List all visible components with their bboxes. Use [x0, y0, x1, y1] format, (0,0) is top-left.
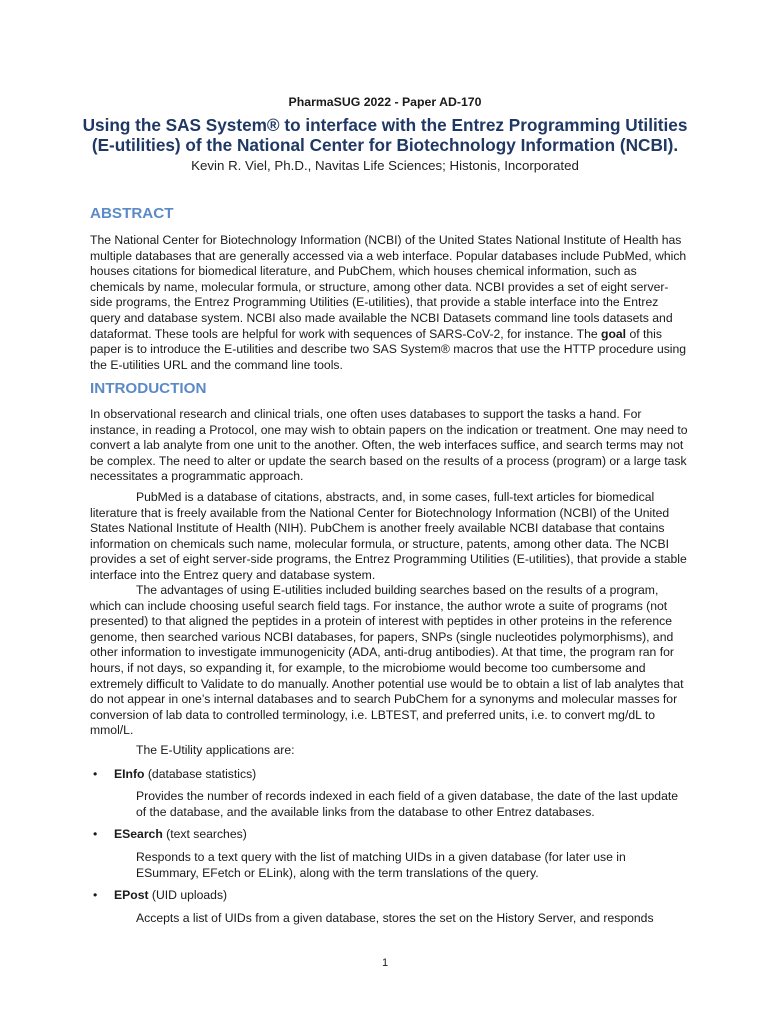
abstract-text-b: of this paper is to introduce the E-utilities and describe two SAS System® macros that use the HTTP procedure using the E-utilities URL and the command line tools. — [90, 326, 687, 372]
abstract-text-a: The National Center for Biotechnology Information (NCBI) of the United States National Institute of Health has multiple databases that are generally accessed via a web interface. Popular databases include PubMed, which houses citations for biomedical literature, and PubChem, which houses chemical information, such as chemicals by name, molecular formula, or structure, among other data. NCBI provides a set of eight server-side programs, the Entrez Programming Utilities (E-utilities), that provide a stable interface into the Entrez query and database system. NCBI also made available the NCBI Datasets command line tools datasets and dataformat. These tools are helpful for work with sequences of SARS-CoV-2, for instance. The — [90, 233, 687, 341]
intro-paragraph-3 — [90, 583, 690, 739]
utility-epost-name: EPost — [114, 888, 149, 902]
utility-esearch-name: ESearch — [114, 827, 163, 841]
utility-esearch — [114, 827, 247, 841]
intro-paragraph-1: In observational research and clinical trials, one often uses databases to support the tasks a hand. For instance, in reading a Protocol, one may wish to obtain papers on the indication or treatment. One may need to convert a lab analyte from one unit to the another. Often, the web interfaces suffice, and search terms may not be complex. The need to alter or update the search based on the results of a process (program) or a large task necessitates a programmatic approach. — [90, 407, 688, 484]
title-line-1: Using the SAS System® to interface with the Entrez Programming Utilities — [82, 115, 688, 135]
title-line-2: (E-utilities) of the National Center for Biotechnology Information (NCBI). — [91, 135, 679, 155]
abstract-heading: ABSTRACT — [90, 205, 174, 222]
utility-epost — [114, 888, 227, 902]
utility-epost-desc: Accepts a list of UIDs from a given database, stores the set on the History Server, and responds — [136, 911, 654, 925]
utility-einfo — [114, 767, 256, 781]
utility-einfo-type: (database statistics) — [144, 767, 257, 781]
bullet-esearch: • — [93, 827, 98, 841]
conference-header: PharmaSUG 2022 - Paper AD-170 — [288, 95, 482, 109]
intro-paragraph-3-text: The advantages of using E-utilities included building searches based on the results of a program, which can include choosing useful search field tags. For instance, the author wrote a suite of programs (not presented) to that aligned the peptides in a protein of interest with peptides in other proteins in the reference genome, then searched various NCBI databases, for papers, SNPs (single nucleotides polymorphisms), and other information to investigate immunogenicity (ADA, anti-drug antibodies). At that time, the program ran for hours, if not days, so expanding it, for example, to the microbiome would become too cumbersome and extremely difficult to Validate to do manually. Another potential use would be to obtain a list of lab analytes that do not appear in one’s internal databases and to search PubChem for a synonyms and molecular masses for conversion of lab data to controlled terminology, i.e. LBTEST, and preferred units, i.e. to convert mg/dL to mmol/L. — [90, 583, 684, 738]
intro-paragraph-4 — [90, 743, 690, 759]
introduction-heading: INTRODUCTION — [90, 380, 207, 397]
paper-title — [60, 115, 710, 155]
bullet-einfo: • — [93, 767, 98, 781]
utility-einfo-name: EInfo — [114, 767, 145, 781]
abstract-text — [90, 233, 690, 373]
intro-paragraph-2 — [90, 490, 690, 584]
utility-einfo-desc: Provides the number of records indexed in each field of a given database, the date of the last update of the database, and the available links from the database to other Entrez databases. — [136, 789, 679, 819]
utility-esearch-desc: Responds to a text query with the list of matching UIDs in a given database (for later use in ESummary, EFetch or ELink), along with the term translations of the query. — [136, 850, 626, 880]
abstract-goal-word: goal — [601, 326, 627, 341]
authors-line: Kevin R. Viel, Ph.D., Navitas Life Sciences; Histonis, Incorporated — [191, 158, 579, 173]
page-number: 1 — [381, 957, 389, 969]
intro-paragraph-2-text: PubMed is a database of citations, abstracts, and, in some cases, full-text articles for biomedical literature that is freely available from the National Center for Biotechnology Information (NCBI) of the United States National Institute of Health (NIH). PubChem is another freely available NCBI database that contains information on chemicals such name, molecular formula, or structure, patents, among other data. The NCBI provides a set of eight server-side programs, the Entrez Programming Utilities (E-utilities), that provide a stable interface into the Entrez query and database system. — [90, 490, 687, 582]
utility-epost-type: (UID uploads) — [148, 888, 228, 902]
utility-esearch-type: (text searches) — [162, 827, 247, 841]
intro-paragraph-4-text: The E-Utility applications are: — [136, 743, 295, 757]
bullet-epost: • — [93, 888, 98, 902]
